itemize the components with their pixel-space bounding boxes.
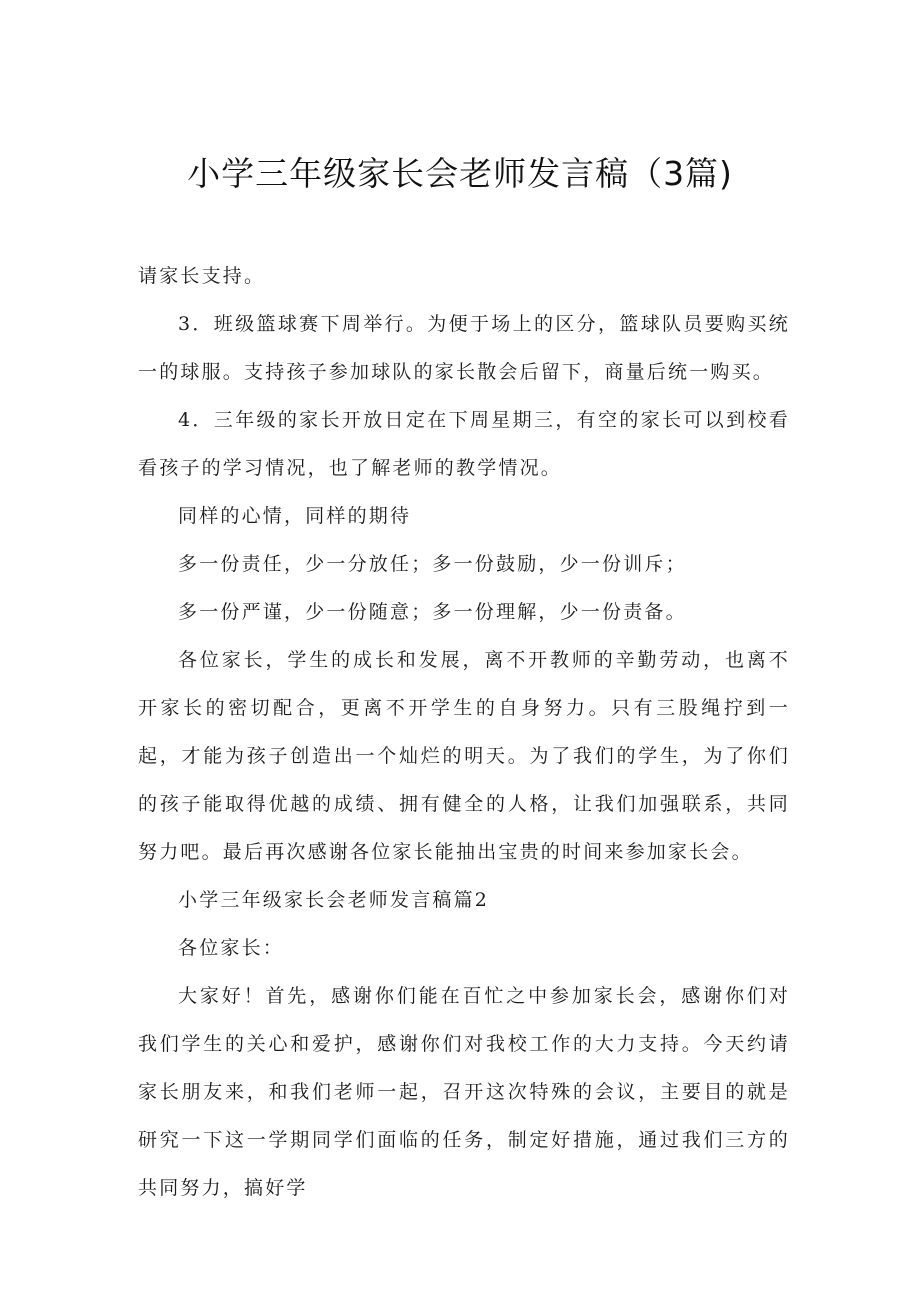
paragraph-motto-heading: 同样的心情，同样的期待 [178,505,412,527]
paragraph-opening: 大家好！首先，感谢你们能在百忙之中参加家长会，感谢你们对我们学生的关心和爱护，感谢你们对我校工作的大力支持。今天约请家长朋友来，和我们老师一起，召开这次特殊的会议，主要目的就是研究一下这一学期同学们面临的任务，制定好措施，通过我们三方的共同努力，搞好学 [138,985,790,1199]
section-heading-part-2: 小学三年级家长会老师发言稿篇2 [178,889,490,911]
paragraph-motto-line-2: 多一份严谨，少一份随意；多一份理解，少一份责备。 [178,601,687,623]
document-body [138,252,790,1212]
paragraph-continuation: 请家长支持。 [138,265,266,287]
paragraph-closing: 各位家长，学生的成长和发展，离不开教师的辛勤劳动，也离不开家长的密切配合，更离不开学生的自身努力。只有三股绳拧到一起，才能为孩子创造出一个灿烂的明天。为了我们的学生，为了你们的孩子能取得优越的成绩、拥有健全的人格，让我们加强联系，共同努力吧。最后再次感谢各位家长能抽出宝贵的时间来参加家长会。 [138,649,790,863]
paragraph-salutation: 各位家长： [178,937,285,959]
document-title: 小学三年级家长会老师发言稿（3篇) [187,154,733,193]
paragraph-item-4: 4．三年级的家长开放日定在下周星期三，有空的家长可以到校看看孩子的学习情况，也了解老师的教学情况。 [138,409,790,479]
paragraph-item-3: 3．班级篮球赛下周举行。为便于场上的区分，篮球队员要购买统一的球服。支持孩子参加球队的家长散会后留下，商量后统一购买。 [138,313,790,383]
paragraph-motto-line-1: 多一份责任，少一分放任；多一份鼓励，少一份训斥； [178,553,687,575]
